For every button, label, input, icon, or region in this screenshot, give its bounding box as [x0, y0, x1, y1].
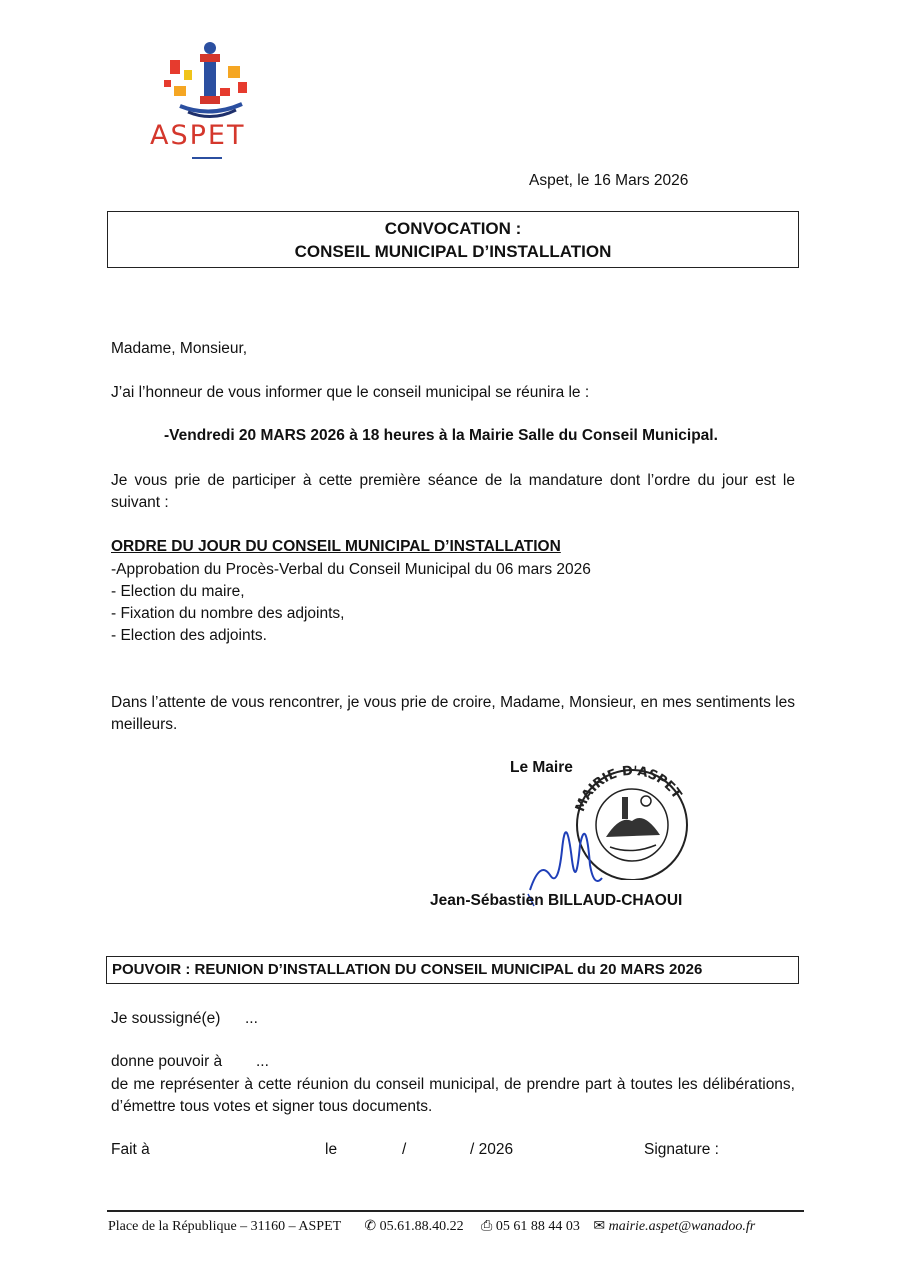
- fax-icon: ⎙: [481, 1219, 493, 1234]
- agenda-item: - Election du maire,: [111, 583, 245, 600]
- meeting-line: -Vendredi 20 MARS 2026 à 18 heures à la Mairie Salle du Conseil Municipal.: [164, 427, 718, 444]
- title-box: [107, 211, 799, 268]
- footer: [108, 1218, 808, 1235]
- signature-label: Signature :: [644, 1141, 719, 1158]
- footer-fax: 05 61 88 44 03: [495, 1219, 580, 1234]
- phone-icon: ✆: [364, 1219, 377, 1234]
- salutation: Madame, Monsieur,: [111, 340, 248, 357]
- undersigned-label: Je soussigné(e): [111, 1010, 221, 1027]
- pouvoir-box: [106, 956, 799, 984]
- mail-icon: ✉: [593, 1219, 606, 1234]
- footer-phone: 05.61.88.40.22: [379, 1219, 464, 1234]
- date-slash: /: [402, 1141, 407, 1158]
- closing-text: Dans l’attente de vous rencontrer, je vous prie de croire, Madame, Monsieur, en mes sentiments les meilleurs.: [111, 694, 795, 733]
- mayor-role: Le Maire: [510, 759, 573, 776]
- le-label: le: [325, 1141, 338, 1158]
- gives-label: donne pouvoir à: [111, 1053, 223, 1070]
- agenda-title: ORDRE DU JOUR DU CONSEIL MUNICIPAL D’INSTALLATION: [111, 538, 561, 555]
- date-year: / 2026: [470, 1141, 514, 1158]
- aspet-logo: [150, 38, 270, 160]
- footer-address: Place de la République – 31160 – ASPET: [108, 1219, 341, 1234]
- intro-text: J’ai l’honneur de vous informer que le conseil municipal se réunira le :: [111, 384, 590, 401]
- undersigned-value: ...: [245, 1010, 258, 1027]
- date-line: Aspet, le 16 Mars 2026: [529, 172, 689, 189]
- logo-text: ASPET: [150, 120, 246, 151]
- pouvoir-title: POUVOIR : REUNION D’INSTALLATION DU CONSEIL MUNICIPAL du 20 MARS 2026: [112, 961, 703, 978]
- gives-value: ...: [256, 1053, 269, 1070]
- mayor-name: Jean-Sébastien BILLAUD-CHAOUI: [430, 892, 683, 909]
- fait-label: Fait à: [111, 1141, 150, 1158]
- agenda-item: -Approbation du Procès-Verbal du Conseil Municipal du 06 mars 2026: [111, 561, 591, 578]
- title-line-1: CONVOCATION :: [384, 219, 522, 238]
- agenda-item: - Fixation du nombre des adjoints,: [111, 605, 345, 622]
- represent-text: de me représenter à cette réunion du conseil municipal, de prendre part à toutes les délibérations, d’émettre tous votes et signer tous documents.: [111, 1076, 795, 1115]
- logo-underline: [192, 157, 222, 159]
- agenda-item: - Election des adjoints.: [111, 627, 267, 644]
- footer-email[interactable]: mairie.aspet@wanadoo.fr: [608, 1219, 756, 1234]
- participate-text: Je vous prie de participer à cette première séance de la mandature dont l’ordre du jour est le suivant :: [111, 472, 795, 511]
- aspet-emblem-icon: [150, 38, 270, 128]
- stamp-text: MAIRIE D'ASPET: [572, 763, 685, 814]
- footer-divider: [107, 1210, 804, 1212]
- title-line-2: CONSEIL MUNICIPAL D’INSTALLATION: [294, 242, 612, 261]
